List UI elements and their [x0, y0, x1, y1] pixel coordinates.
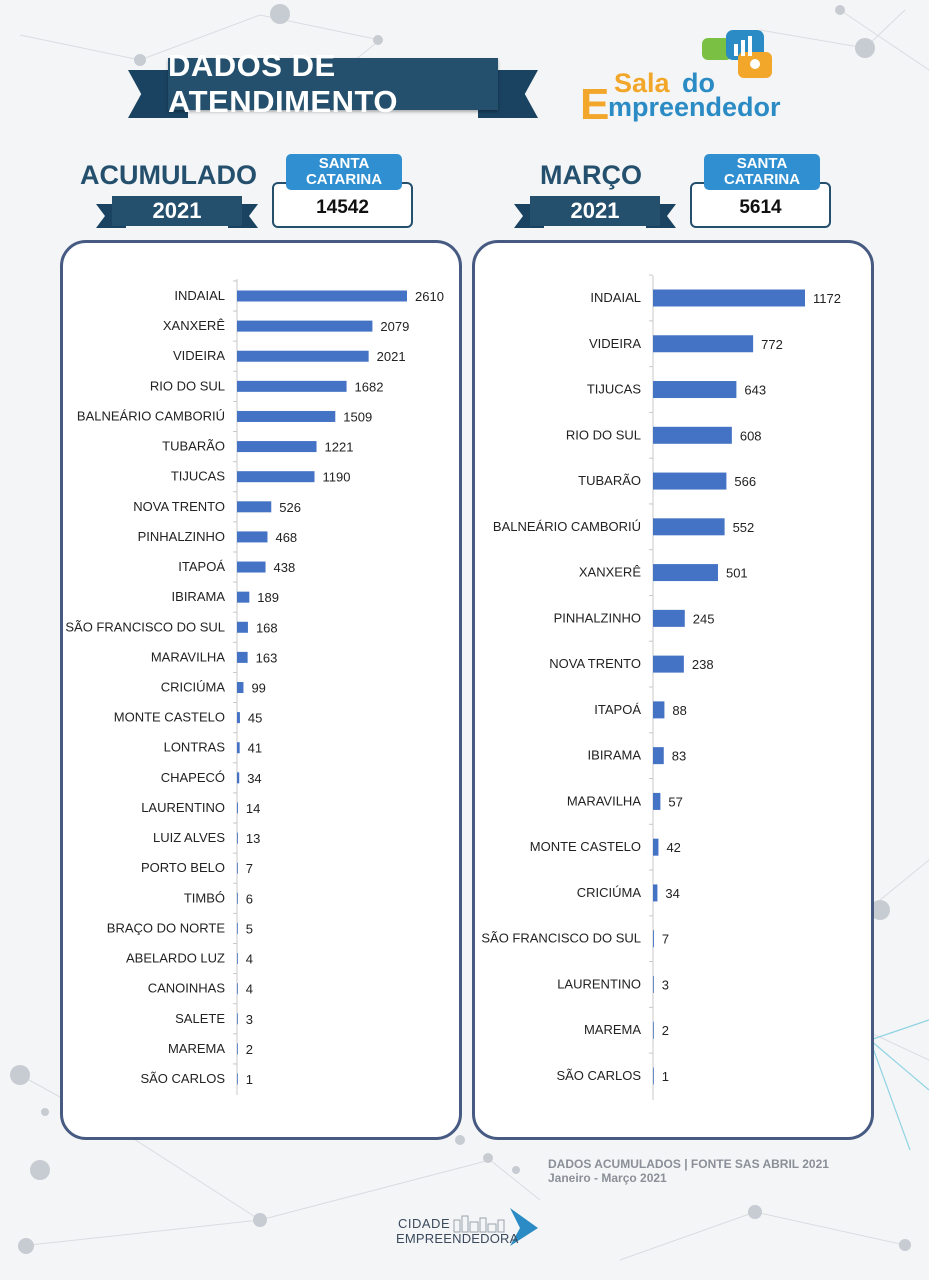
left-value-label: 189	[257, 590, 280, 606]
right-value-label: 7	[661, 931, 670, 947]
left-year-label: 2021	[112, 196, 242, 226]
right-category-label: INDAIAL	[590, 290, 641, 305]
right-category-label: MONTE CASTELO	[529, 839, 641, 855]
left-category-label: XANXERÊ	[162, 318, 225, 334]
left-category-label: ABELARDO LUZ	[126, 950, 225, 966]
right-value-label: 1172	[813, 291, 841, 306]
right-value-label: 238	[691, 657, 714, 673]
right-value-label: 42	[666, 840, 681, 856]
right-bar	[653, 518, 725, 535]
left-value-label: 438	[273, 560, 296, 576]
source-note-line1: DADOS ACUMULADOS | FONTE SAS ABRIL 2021	[548, 1157, 829, 1171]
right-year-label: 2021	[530, 196, 660, 226]
right-bar	[653, 1068, 654, 1085]
left-total-label-2: CATARINA	[305, 171, 383, 188]
right-bar	[653, 884, 657, 901]
left-value-label: 468	[275, 529, 298, 545]
right-category-label: XANXERÊ	[578, 564, 641, 580]
right-total-header	[704, 154, 820, 190]
left-category-label: TIMBÓ	[183, 890, 225, 906]
right-value-label: 552	[732, 519, 755, 535]
left-category-label: CANOINHAS	[147, 980, 225, 996]
left-value-label: 2079	[380, 319, 410, 335]
right-value-label: 34	[665, 885, 680, 901]
right-category-label: SÃO CARLOS	[556, 1068, 641, 1083]
right-bar	[653, 976, 654, 993]
left-value-label: 2610	[415, 289, 444, 304]
brand-word-cidade: CIDADE	[398, 1216, 451, 1231]
left-chart-panel	[60, 240, 462, 1140]
left-category-label: ITAPOÁ	[178, 559, 225, 575]
right-value-label: 643	[744, 382, 767, 398]
right-category-label: NOVA TRENTO	[549, 656, 641, 672]
left-year-ribbon	[112, 196, 242, 226]
left-category-label: BALNEÁRIO CAMBORIÚ	[76, 408, 225, 424]
left-category-label: PINHALZINHO	[137, 528, 225, 544]
right-value-label: 3	[661, 977, 670, 993]
right-bar	[653, 930, 654, 947]
right-category-label: MARAVILHA	[566, 793, 641, 809]
left-bar	[237, 321, 372, 332]
right-category-label: MAREMA	[583, 1022, 641, 1038]
right-category-label: RIO DO SUL	[565, 427, 641, 443]
right-value-label: 57	[668, 794, 683, 810]
right-bar-chart	[475, 243, 871, 1137]
right-bar	[653, 427, 732, 444]
left-bar	[237, 742, 240, 753]
right-bar	[653, 473, 726, 490]
logo-word-sala: Sala	[614, 68, 670, 98]
left-category-label: BRAÇO DO NORTE	[106, 920, 225, 936]
left-category-label: CRICIÚMA	[160, 679, 225, 695]
source-note	[548, 1157, 829, 1185]
left-value-label: 4	[245, 951, 254, 967]
left-bar	[237, 923, 238, 934]
logo-word-do: do	[682, 68, 715, 98]
logo-initial-e: E	[580, 80, 610, 129]
left-value-label: 1682	[354, 379, 384, 395]
page-title: DADOS DE ATENDIMENTO	[168, 58, 498, 110]
left-bar	[237, 501, 271, 512]
left-value-label: 41	[247, 740, 263, 756]
right-value-label: 1	[661, 1069, 670, 1084]
left-bar	[237, 652, 248, 663]
left-bar	[237, 381, 347, 392]
source-note-line2: Janeiro - Março 2021	[548, 1171, 667, 1185]
left-bar	[237, 802, 238, 813]
right-value-label: 88	[672, 702, 687, 718]
right-total-value: 5614	[690, 182, 831, 228]
right-value-label: 83	[671, 748, 687, 764]
right-year-ribbon	[530, 196, 660, 226]
left-bar	[237, 712, 240, 723]
right-category-label: TUBARÃO	[578, 473, 641, 489]
left-category-label: IBIRAMA	[171, 589, 225, 605]
right-category-label: CRICIÚMA	[576, 884, 641, 900]
left-bar	[237, 351, 369, 362]
left-value-label: 526	[279, 499, 301, 515]
left-total-label-1: SANTA	[318, 155, 370, 172]
logo-word-mpreendedor: mpreendedor	[608, 92, 781, 122]
left-category-label: SÃO CARLOS	[140, 1071, 225, 1086]
left-value-label: 2	[245, 1041, 254, 1057]
left-bar	[237, 441, 317, 452]
right-category-label: IBIRAMA	[587, 747, 641, 763]
left-bar	[237, 531, 267, 542]
left-bar	[237, 953, 238, 964]
right-category-label: TIJUCAS	[586, 381, 641, 397]
left-value-label: 34	[247, 770, 262, 786]
left-category-label: LONTRAS	[163, 739, 225, 755]
left-bar	[237, 471, 315, 482]
left-category-label: LAURENTINO	[141, 799, 225, 815]
right-value-label: 566	[734, 474, 757, 490]
left-category-label: INDAIAL	[174, 288, 225, 303]
left-category-label: LUIZ ALVES	[152, 830, 225, 846]
left-bar-chart	[63, 243, 459, 1137]
right-bar	[653, 335, 753, 352]
left-total-box	[272, 154, 417, 232]
left-bar	[237, 983, 238, 994]
right-bar	[653, 656, 684, 673]
title-banner	[128, 48, 538, 124]
left-bar	[237, 833, 238, 844]
right-bar	[653, 564, 718, 581]
right-bar	[653, 1022, 654, 1039]
right-total-label-2: CATARINA	[723, 171, 801, 188]
left-section-title: ACUMULADO	[80, 160, 257, 190]
left-category-label: MARAVILHA	[150, 649, 225, 665]
left-category-label: SALETE	[175, 1010, 225, 1026]
left-category-label: RIO DO SUL	[149, 378, 225, 394]
left-value-label: 4	[245, 981, 254, 997]
right-category-label: ITAPOÁ	[594, 701, 641, 717]
right-chart-panel	[472, 240, 874, 1140]
right-bar	[653, 381, 736, 398]
left-category-label: TIJUCAS	[170, 468, 225, 484]
right-section-title: MARÇO	[540, 160, 642, 190]
left-bar	[237, 893, 238, 904]
left-value-label: 3	[245, 1011, 254, 1027]
left-category-label: CHAPECÓ	[160, 769, 225, 785]
left-bar	[237, 592, 249, 603]
left-category-label: SÃO FRANCISCO DO SUL	[65, 619, 225, 635]
right-category-label: LAURENTINO	[557, 976, 641, 992]
left-bar	[237, 1043, 238, 1054]
left-value-label: 14	[245, 800, 261, 816]
left-total-value: 14542	[272, 182, 413, 228]
right-category-label: SÃO FRANCISCO DO SUL	[481, 930, 641, 946]
left-category-label: TUBARÃO	[162, 438, 225, 454]
right-bar	[653, 793, 660, 810]
left-bar	[237, 562, 266, 573]
right-total-box	[690, 154, 835, 232]
left-value-label: 1	[245, 1072, 254, 1087]
left-value-label: 45	[247, 710, 263, 726]
right-bar	[653, 290, 805, 307]
left-value-label: 1221	[324, 439, 354, 455]
right-category-label: PINHALZINHO	[553, 610, 641, 626]
left-category-label: NOVA TRENTO	[133, 498, 225, 514]
right-value-label: 2	[661, 1023, 670, 1039]
left-value-label: 5	[245, 921, 254, 937]
left-bar	[237, 863, 238, 874]
left-value-label: 1509	[343, 409, 373, 425]
right-category-label: BALNEÁRIO CAMBORIÚ	[492, 518, 641, 534]
right-value-label: 772	[761, 336, 783, 352]
left-bar	[237, 1013, 238, 1024]
right-bar	[653, 839, 658, 856]
right-value-label: 245	[692, 611, 715, 627]
left-category-label: PORTO BELO	[140, 860, 225, 876]
left-category-label: VIDEIRA	[172, 348, 225, 364]
left-category-label: MAREMA	[167, 1040, 225, 1056]
right-category-label: VIDEIRA	[588, 335, 641, 351]
left-value-label: 168	[255, 620, 278, 636]
left-bar	[237, 682, 243, 693]
left-bar	[237, 291, 407, 302]
right-bar	[653, 610, 685, 627]
left-bar	[237, 1074, 238, 1085]
left-bar	[237, 411, 335, 422]
left-value-label: 13	[245, 831, 261, 847]
right-total-label-1: SANTA	[736, 155, 788, 172]
right-bar	[653, 701, 664, 718]
left-value-label: 163	[255, 650, 278, 666]
right-bar	[653, 747, 664, 764]
left-value-label: 1190	[322, 469, 351, 485]
sala-do-empreendedor-logo	[578, 30, 808, 129]
cidade-empreendedora-logo	[396, 1200, 546, 1254]
right-value-label: 501	[725, 565, 748, 581]
right-value-label: 608	[739, 428, 762, 444]
left-bar	[237, 622, 248, 633]
left-value-label: 2021	[376, 349, 406, 365]
left-category-label: MONTE CASTELO	[113, 709, 225, 725]
left-value-label: 7	[245, 861, 254, 877]
left-total-header	[286, 154, 402, 190]
brand-word-empreendedora: EMPREENDEDORA	[396, 1231, 519, 1246]
left-value-label: 99	[251, 680, 266, 696]
left-value-label: 6	[245, 891, 254, 907]
left-bar	[237, 772, 239, 783]
